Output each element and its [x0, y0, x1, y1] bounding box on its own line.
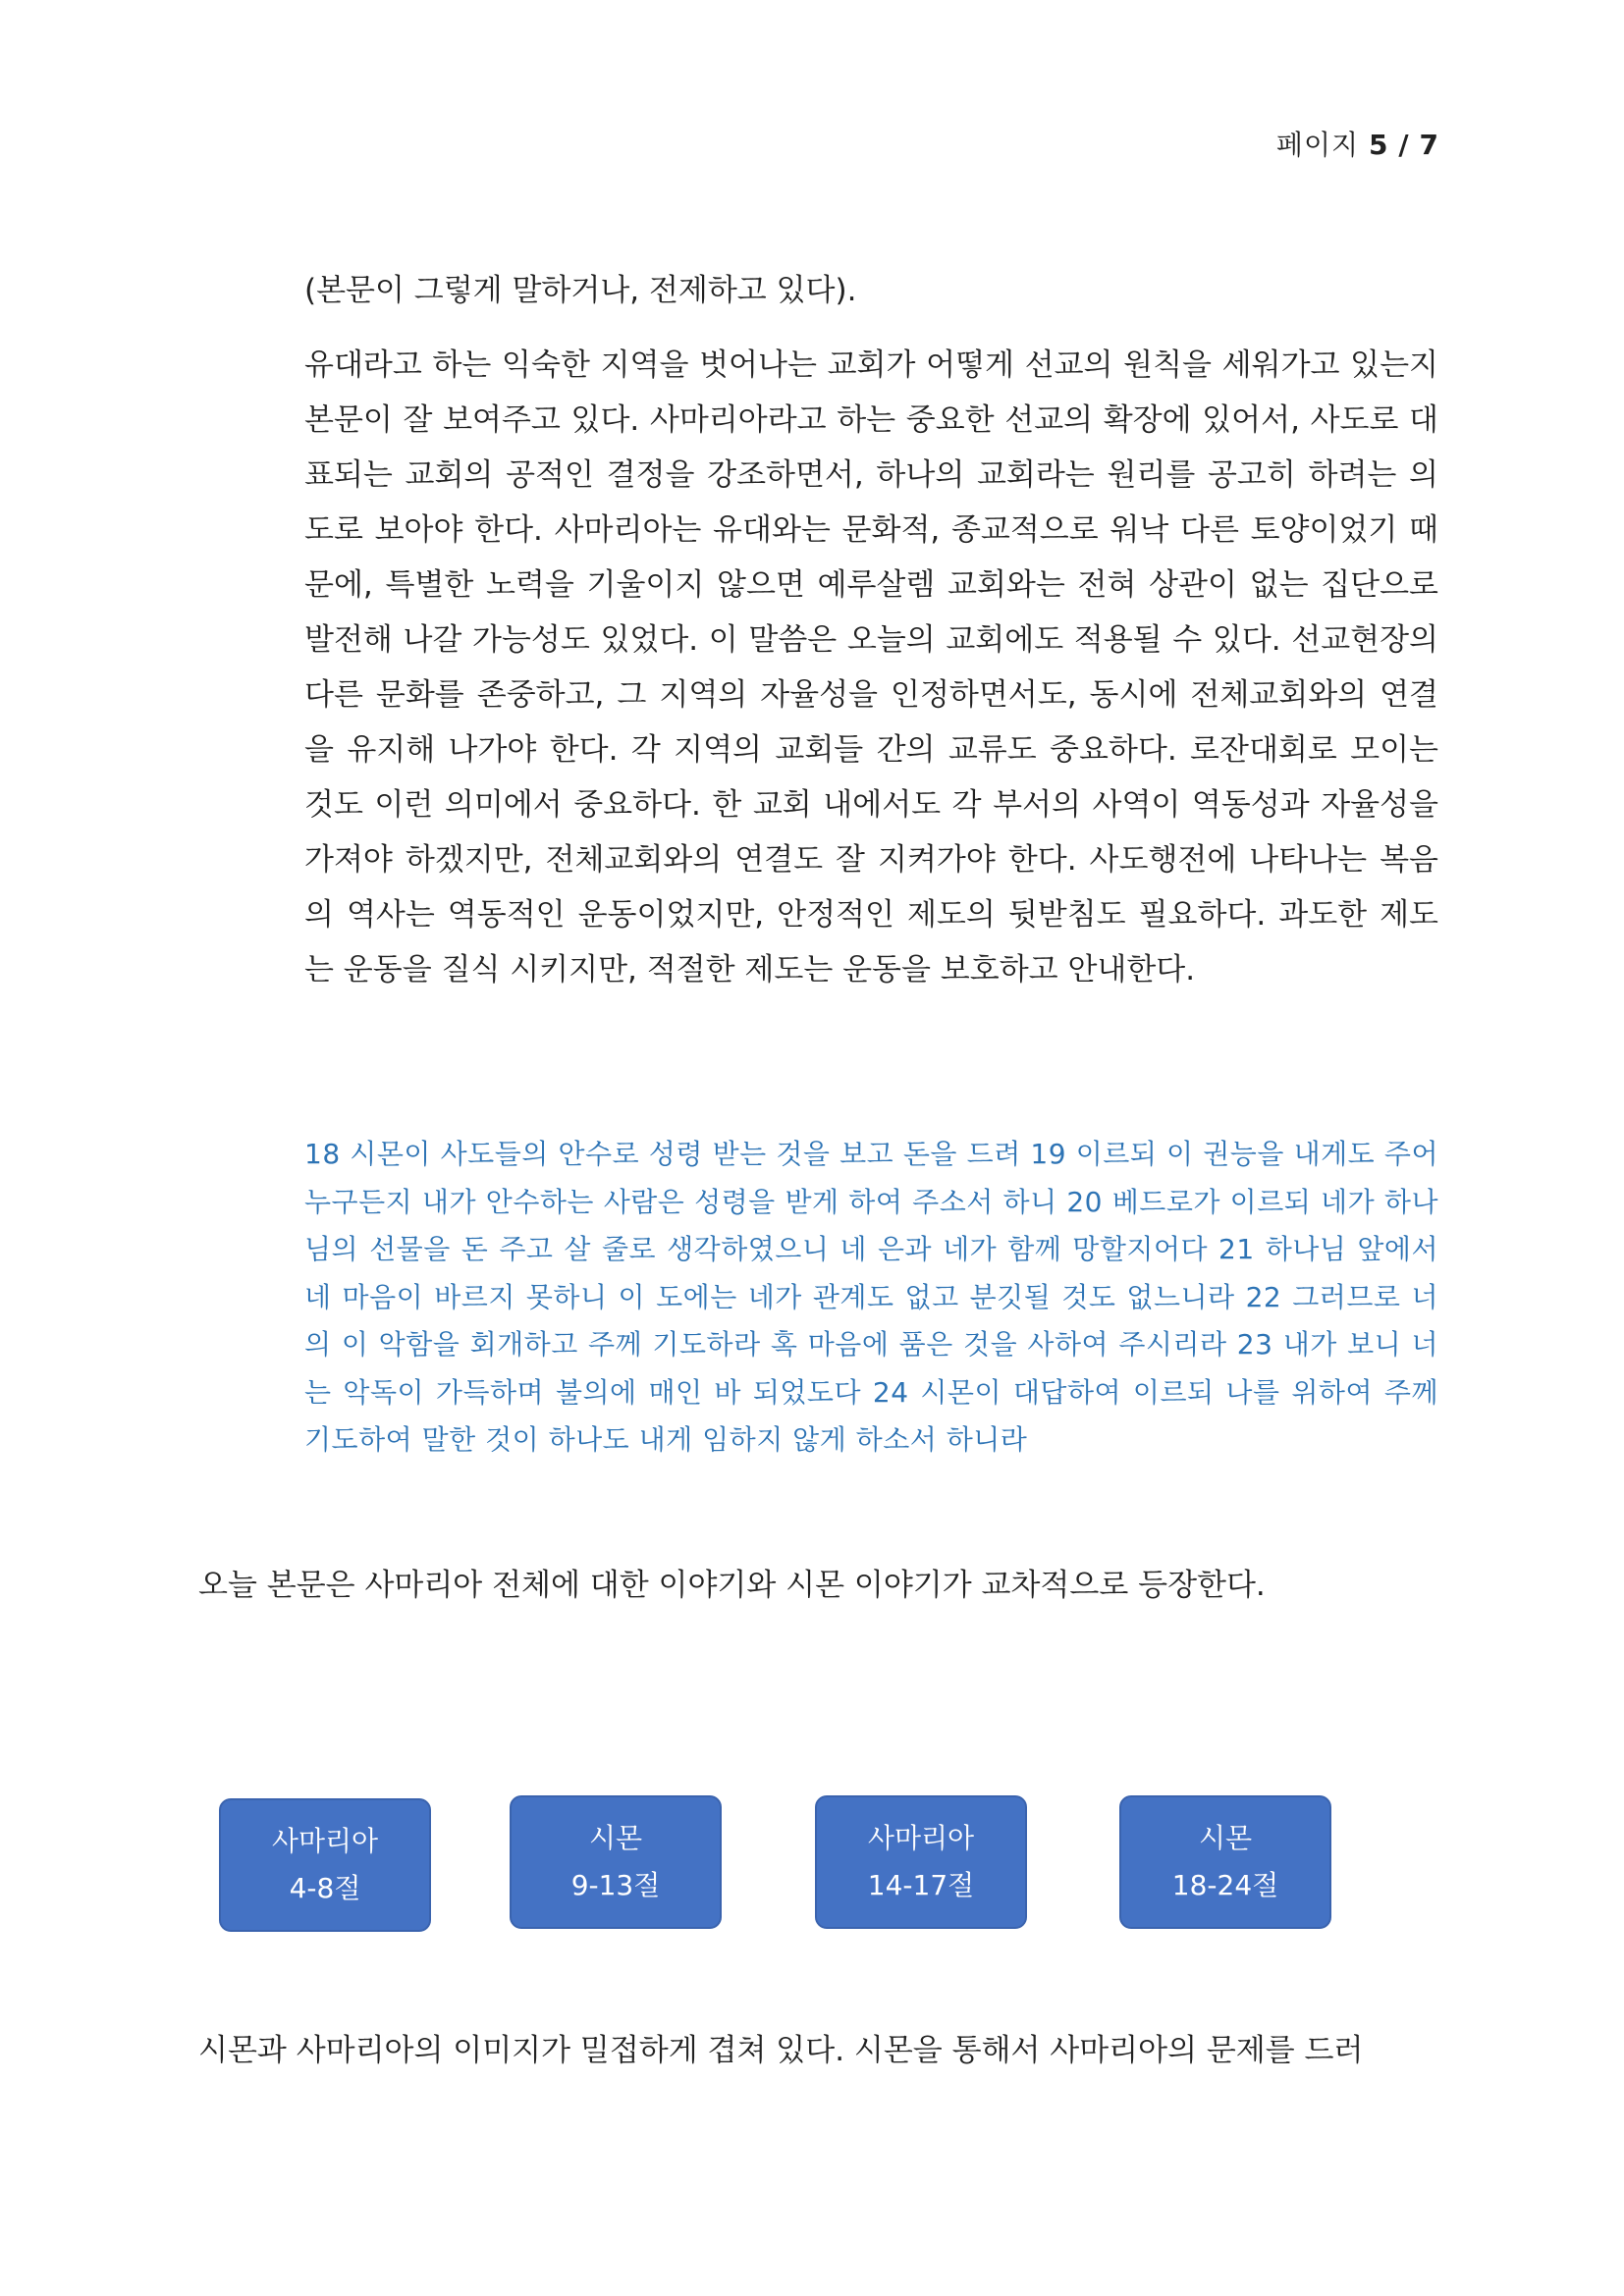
section-box-samaria-1 [219, 1798, 431, 1932]
section-box-samaria-2 [815, 1795, 1027, 1929]
section-title: 사마리아 [271, 1825, 379, 1857]
section-box-simon-1 [510, 1795, 722, 1929]
intro-sentence: 오늘 본문은 사마리아 전체에 대한 이야기와 시몬 이야기가 교차적으로 등장한다. [198, 1568, 1266, 1603]
page-total: 7 [1419, 129, 1439, 161]
section-title: 시몬 [588, 1822, 643, 1854]
page-number [1276, 124, 1439, 163]
scripture-quote: 18 시몬이 사도들의 안수로 성령 받는 것을 보고 돈을 드려 19 이르되 이 권능을 내게도 주어 누구든지 내가 안수하는 사람은 성령을 받게 하여 주소서 하니 20 베드로가 이르되 네가 하나님의 선물을 돈 주고 살 줄로 생각하였으니 네 은과 네가 함께 망할지어다 21 하나님 앞에서 네 마음이 바르지 못하니 이 도에는 네가 관계도 없고 분깃될 것도 없느니라 22 그러므로 너의 이 악함을 회개하고 주께 기도하라 혹 마음에 품은 것을 사하여 주시리라 23 내가 보니 너는 악독이 가득하며 불의에 매인 바 되었도다 24 시몬이 대답하여 이르되 나를 위하여 주께 기도하여 말한 것이 하나도 내게 임하지 않게 하소서 하니라 [304, 1138, 1438, 1456]
closing-sentence: 시몬과 사마리아의 이미지가 밀접하게 겹쳐 있다. 시몬을 통해서 사마리아의 문제를 드러 [198, 2033, 1364, 2068]
section-box-simon-2 [1119, 1795, 1331, 1929]
page-separator: / [1398, 129, 1410, 161]
section-title: 사마리아 [867, 1822, 975, 1854]
section-range: 14-17절 [867, 1869, 975, 1901]
paragraph-continued: (본문이 그렇게 말하거나, 전제하고 있다). [304, 273, 857, 308]
section-title: 시몬 [1198, 1822, 1253, 1854]
page-current: 5 [1368, 129, 1389, 161]
section-range: 18-24절 [1171, 1869, 1279, 1901]
section-range: 9-13절 [570, 1869, 661, 1901]
page-label: 페이지 [1275, 129, 1360, 161]
section-range: 4-8절 [289, 1872, 361, 1904]
paragraph-main: 유대라고 하는 익숙한 지역을 벗어나는 교회가 어떻게 선교의 원칙을 세워가고 있는지 본문이 잘 보여주고 있다. 사마리아라고 하는 중요한 선교의 확장에 있어서, 사도로 대표되는 교회의 공적인 결정을 강조하면서, 하나의 교회라는 원리를 공고히 하려는 의도로 보아야 한다. 사마리아는 유대와는 문화적, 종교적으로 워낙 다른 토양이었기 때문에, 특별한 노력을 기울이지 않으면 예루살렘 교회와는 전혀 상관이 없는 집단으로 발전해 나갈 가능성도 있었다. 이 말씀은 오늘의 교회에도 적용될 수 있다. 선교현장의 다른 문화를 존중하고, 그 지역의 자율성을 인정하면서도, 동시에 전체교회와의 연결을 유지해 나가야 한다. 각 지역의 교회들 간의 교류도 중요하다. 로잔대회로 모이는 것도 이런 의미에서 중요하다. 한 교회 내에서도 각 부서의 사역이 역동성과 자율성을 가져야 하겠지만, 전체교회와의 연결도 잘 지켜가야 한다. 사도행전에 나타나는 복음의 역사는 역동적인 운동이었지만, 안정적인 제도의 뒷받침도 필요하다. 과도한 제도는 운동을 질식 시키지만, 적절한 제도는 운동을 보호하고 안내한다. [304, 347, 1438, 988]
